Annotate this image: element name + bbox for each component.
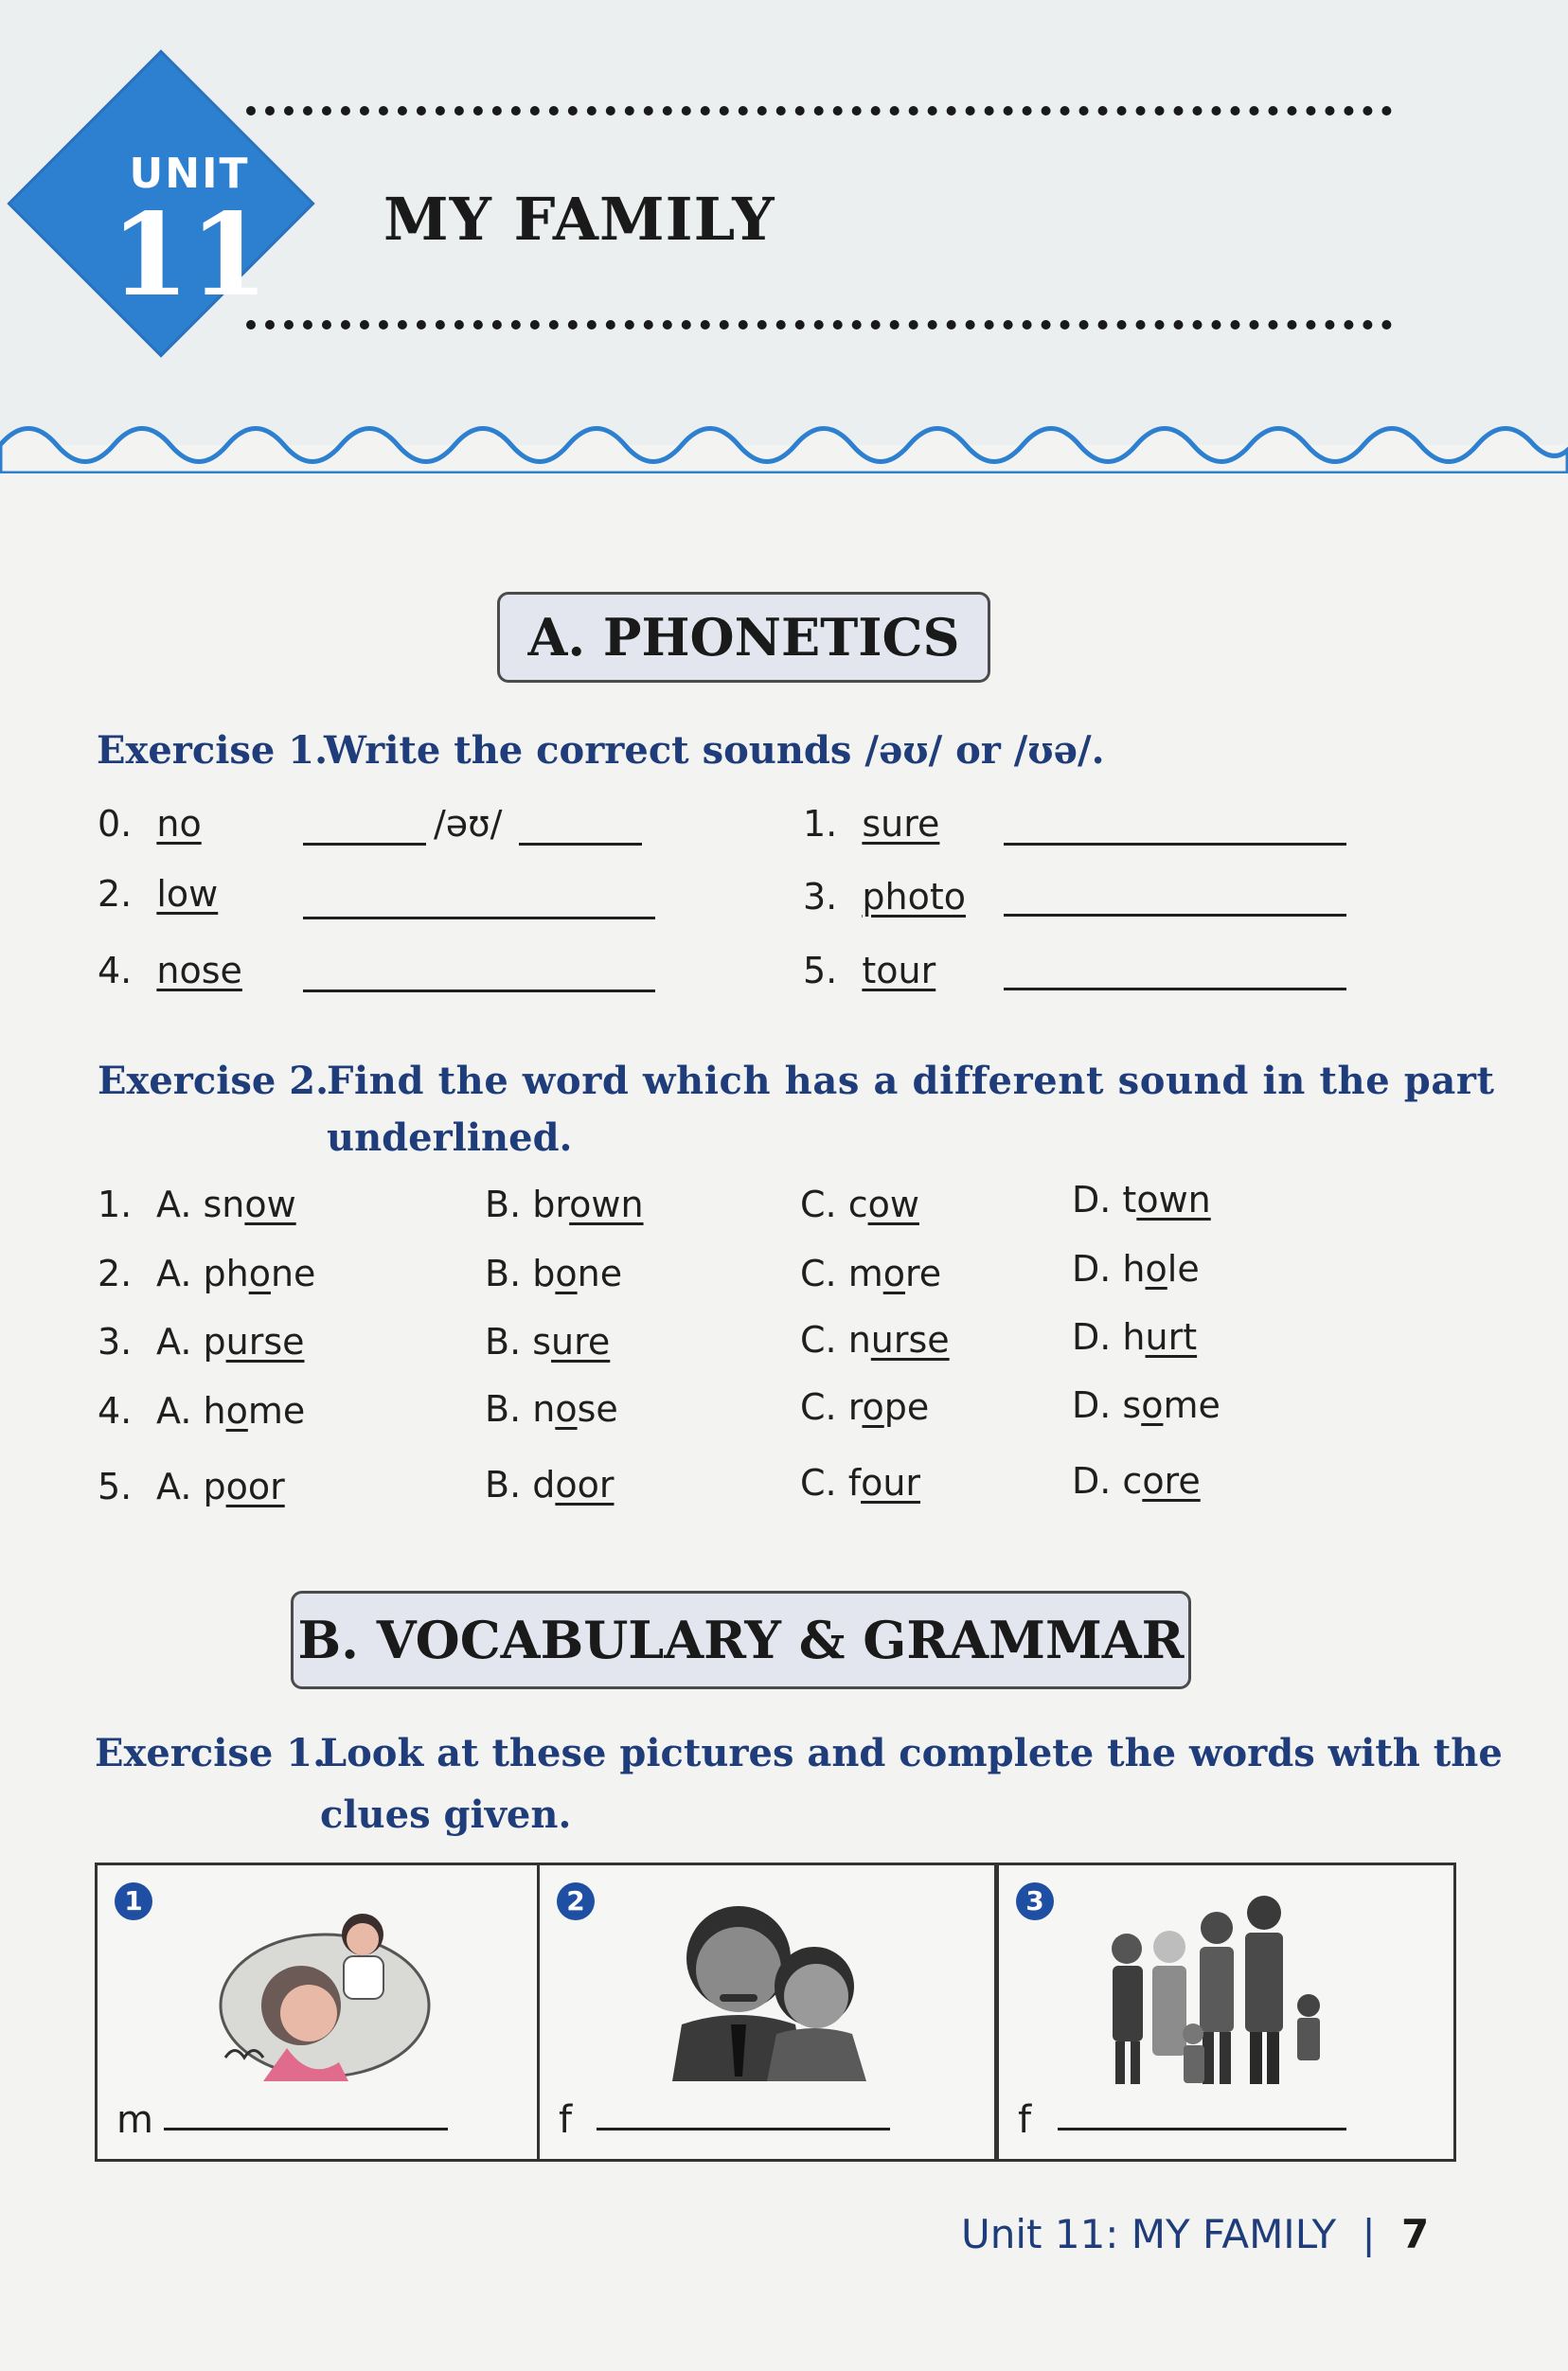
- item-word: nose: [156, 950, 242, 991]
- answer-blank[interactable]: [1004, 914, 1346, 917]
- option-c[interactable]: C. cow: [800, 1184, 919, 1225]
- mother-and-baby-illustration: [197, 1892, 453, 2081]
- wave-divider: [0, 407, 1568, 473]
- answer-blank[interactable]: [597, 2128, 890, 2130]
- page-title: MY FAMILY: [383, 185, 775, 254]
- exercise-instruction: Look at these pictures and complete the words with the: [320, 1731, 1503, 1775]
- option-c[interactable]: C. rope: [800, 1386, 930, 1428]
- answer-example: /əʊ/: [434, 803, 503, 845]
- option-b[interactable]: B. bone: [485, 1253, 623, 1294]
- option-b[interactable]: B. sure: [485, 1321, 611, 1363]
- item-word: low: [156, 873, 219, 915]
- exercise-label: Exercise 1.: [95, 1731, 327, 1775]
- page-number: 7: [1401, 2211, 1430, 2257]
- exercise-instruction: Find the word which has a different sound in the part: [327, 1059, 1495, 1103]
- footer-separator: |: [1362, 2211, 1376, 2257]
- word-hint: f: [559, 2098, 573, 2142]
- item-number: 2.: [98, 873, 133, 915]
- picture-card-mother: [95, 1863, 555, 2162]
- list-item: [803, 950, 935, 991]
- answer-blank[interactable]: [1004, 988, 1346, 990]
- word-hint: f: [1018, 2098, 1032, 2142]
- option-d[interactable]: D. core: [1072, 1460, 1201, 1502]
- list-item: [803, 876, 966, 918]
- exercise-instruction-cont: underlined.: [327, 1115, 573, 1160]
- exercise-instruction: Write the correct sounds /əʊ/ or /ʊə/.: [324, 728, 1105, 773]
- question-number: 3.: [98, 1321, 133, 1363]
- phonetics-exercise2-heading: [98, 1053, 1495, 1160]
- item-word: sure: [862, 803, 940, 845]
- picture-number-badge: 3: [1016, 1882, 1054, 1920]
- option-d[interactable]: D. hurt: [1072, 1316, 1198, 1358]
- answer-blank[interactable]: [164, 2128, 448, 2130]
- option-d[interactable]: D. hole: [1072, 1248, 1200, 1290]
- option-a[interactable]: A. phone: [156, 1253, 316, 1294]
- answer-blank[interactable]: [519, 843, 642, 846]
- page-footer: [961, 2211, 1429, 2257]
- item-word: tour: [862, 950, 936, 991]
- option-a[interactable]: A. purse: [156, 1321, 305, 1363]
- picture-number-badge: 2: [557, 1882, 595, 1920]
- picture-card-family: [996, 1863, 1456, 2162]
- answer-blank[interactable]: [303, 917, 655, 919]
- option-b[interactable]: B. brown: [485, 1184, 644, 1225]
- option-d[interactable]: D. some: [1072, 1384, 1221, 1426]
- option-c[interactable]: C. nurse: [800, 1319, 950, 1361]
- exercise-label: Exercise 2.: [98, 1059, 330, 1103]
- picture-number-badge: 1: [115, 1882, 152, 1920]
- vocabulary-exercise1-heading: [95, 1725, 1503, 1837]
- phonetics-exercise1-heading: [97, 722, 1105, 779]
- question-number: 1.: [98, 1184, 133, 1225]
- option-b[interactable]: B. door: [485, 1464, 615, 1506]
- option-a[interactable]: A. home: [156, 1390, 306, 1432]
- item-number: 4.: [98, 950, 133, 991]
- item-word: photo: [862, 876, 966, 918]
- option-c[interactable]: C. four: [800, 1462, 921, 1504]
- option-b[interactable]: B. nose: [485, 1388, 618, 1430]
- item-number: 3.: [803, 876, 838, 918]
- question-number: 5.: [98, 1466, 133, 1507]
- option-c[interactable]: C. more: [800, 1253, 942, 1294]
- answer-blank[interactable]: [1004, 843, 1346, 846]
- section-title-phonetics: A. PHONETICS: [497, 592, 990, 683]
- item-number: 0.: [98, 803, 133, 845]
- exercise-instruction-cont: clues given.: [320, 1792, 572, 1837]
- list-item: [803, 803, 939, 845]
- item-number: 1.: [803, 803, 838, 845]
- family-group-illustration: [1098, 1892, 1335, 2091]
- dotted-line-top: [246, 106, 1392, 116]
- list-item: [98, 873, 218, 915]
- exercise-label: Exercise 1.: [97, 728, 329, 773]
- answer-blank[interactable]: [1058, 2128, 1346, 2130]
- unit-label: UNIT: [129, 150, 250, 198]
- item-number: 5.: [803, 950, 838, 991]
- dotted-line-bottom: [246, 320, 1392, 330]
- answer-blank[interactable]: [303, 989, 655, 992]
- question-number: 2.: [98, 1253, 133, 1294]
- list-item: [98, 803, 202, 845]
- item-word: no: [156, 803, 202, 845]
- option-a[interactable]: A. poor: [156, 1466, 285, 1507]
- option-d[interactable]: D. town: [1072, 1179, 1211, 1221]
- unit-number: 11: [110, 188, 269, 322]
- word-hint: m: [116, 2098, 153, 2142]
- answer-blank[interactable]: [303, 843, 426, 846]
- question-number: 4.: [98, 1390, 133, 1432]
- picture-card-father: [537, 1863, 997, 2162]
- father-and-son-illustration: [663, 1892, 881, 2081]
- list-item: [98, 950, 242, 991]
- footer-text: Unit 11: MY FAMILY: [961, 2211, 1337, 2257]
- section-title-vocabulary: B. VOCABULARY & GRAMMAR: [291, 1591, 1191, 1689]
- option-a[interactable]: A. snow: [156, 1184, 296, 1225]
